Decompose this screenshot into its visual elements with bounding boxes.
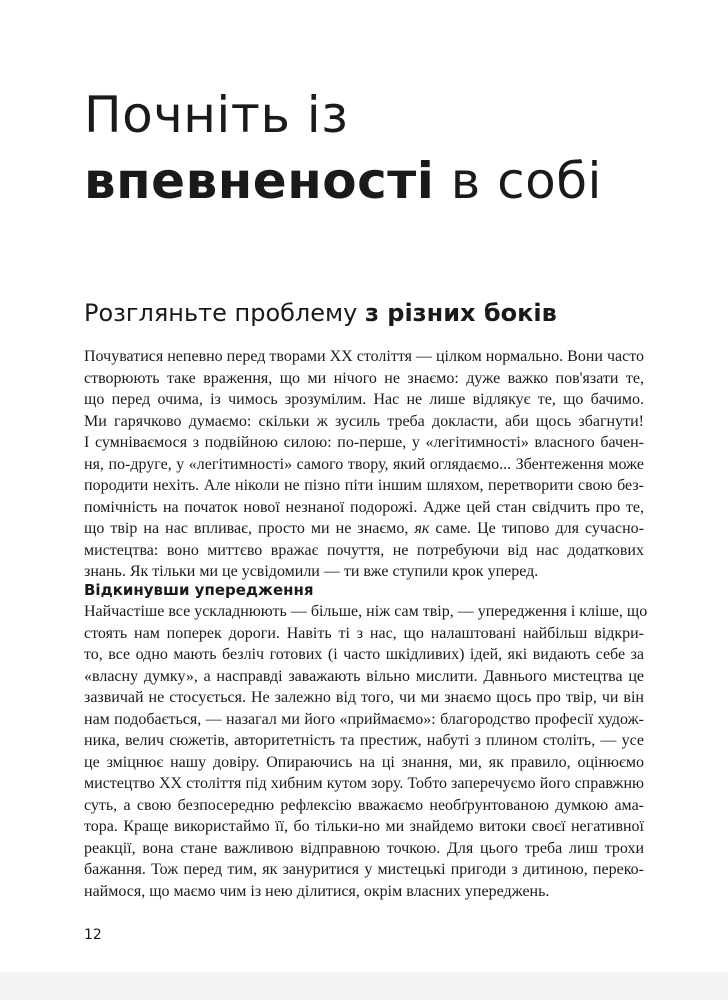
paragraph-line: нам подобається, — назагал ми його «приймаємо»: благородство професії худож- xyxy=(84,710,644,728)
paragraph-line: ня, по-друге, у «легітимності» самого твору, який оглядаємо... Збентеження може xyxy=(84,455,644,473)
paragraph-line: реакції, вона стане важливою відправною точкою. Для цього треба лиш трохи xyxy=(84,839,644,857)
paragraph-line: Найчастіше все ускладнюють — більше, ніж сам твір, — упередження і кліше, що xyxy=(84,603,648,620)
paragraph-line: «власну думку», а насправді заважають вільно мислити. Давнього мистецтва це xyxy=(84,667,644,685)
paragraph-line: це зміцнює нашу довіру. Опираючись на ці знання, ми, як правило, оцінюємо xyxy=(84,753,644,771)
paragraph-line: зазвичай не стосується. Не залежно від того, чи ми знаємо щось про твір, чи він xyxy=(84,689,644,706)
paragraph-line: ника, велич сюжетів, авторитетність та престиж, набуті з плином століть, — усе xyxy=(84,732,644,749)
paragraph-line: мистецтво XX століття під хибним кутом зору. Тобто заперечуємо його справжню xyxy=(84,775,644,792)
chapter-title xyxy=(84,82,704,214)
paragraph-line: наймося, що маємо чим із нею ділитися, окрім власних упереджень. xyxy=(84,882,550,900)
page-number: 12 xyxy=(84,927,102,943)
section-heading: Відкинувши упередження xyxy=(84,581,314,599)
intro-paragraph xyxy=(84,346,644,583)
paragraph-line: створюють таке враження, що ми нічого не знаємо: дуже важко пов'язати те, xyxy=(84,369,644,387)
paragraph-line: мистецтва: воно миттєво вражає почуття, не потребуючи від нас додаткових xyxy=(84,541,644,559)
paragraph-line: Почуватися непевно перед творами XX століття — цілком нормально. Вони часто xyxy=(84,348,644,365)
paragraph-line: стоять нам поперек дороги. Навіть ті з нас, що налаштовані найбільш відкри- xyxy=(84,624,644,642)
paragraph-line: суть, а свою безпосередню рефлексію вважаємо необґрунтованою думкою ама- xyxy=(84,796,644,814)
subtitle-emphasis: з різних боків xyxy=(364,299,557,327)
section-subtitle xyxy=(84,296,704,330)
paragraph-line-end: саме. Це типово для сучасно- xyxy=(429,520,645,537)
paragraph-line: помічність на початок нової незнаної подорожі. Адже цей стан свідчить про те, xyxy=(84,498,644,516)
paragraph-line: тора. Краще використаймо її, бо тільки-но ми знайдемо витоки своєї негативної xyxy=(84,818,644,835)
paragraph-line: бажання. Тож перед тим, як зануритися у мистецькі пригоди з дитиною, переко- xyxy=(84,861,644,878)
chapter-title-rest: в собі xyxy=(434,152,602,210)
paragraph-line-start: що твір на нас впливає, просто ми не знаємо, xyxy=(84,520,415,537)
paragraph-line: то, все одно мають безліч готових (і часто шкідливих) ідей, які видають себе за xyxy=(84,646,644,663)
chapter-title-emphasis: впевненості xyxy=(84,152,435,210)
paragraph-line: породити нехіть. Але ніколи не пізно піти іншим шляхом, перетворити свою без- xyxy=(84,477,644,494)
italic-word: як xyxy=(414,520,430,537)
subtitle-regular: Розгляньте проблему xyxy=(84,299,365,327)
paragraph-line: знань. Як тільки ми це усвідомили — ти вже ступили крок уперед. xyxy=(84,563,539,580)
paragraph-line: Ми гарячково думаємо: скільки ж зусиль треба докласти, аби щось збагнути! xyxy=(84,412,644,430)
chapter-title-line1: Почніть із xyxy=(84,86,349,144)
page-bottom-edge xyxy=(0,972,728,1000)
paragraph-line-with-italic xyxy=(84,518,644,540)
section-paragraph xyxy=(84,601,648,902)
paragraph-line: що перед очима, із чимось зрозумілим. Нас не лише відлякує те, що бачимо. xyxy=(84,391,644,408)
paragraph-line: І сумніваємося з подвійною силою: по-перше, у «легітимності» власного бачен- xyxy=(84,434,644,451)
